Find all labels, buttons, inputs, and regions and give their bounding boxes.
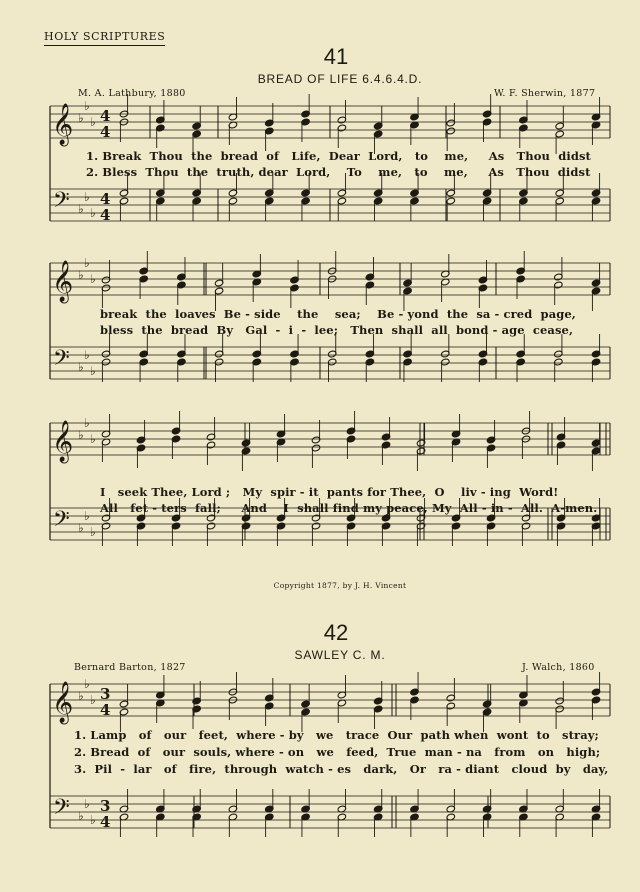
flat-sign: ♭ — [84, 677, 90, 691]
hymn-title: SAWLEY C. M. — [294, 648, 386, 662]
flat-sign: ♭ — [90, 364, 96, 378]
lyric-line: 1. Lamp of our feet, where - by we trace Our path when wont to stray; — [74, 728, 599, 742]
hymn-composer: J. Walch, 1860 — [522, 662, 595, 673]
lyric-line: I seek Thee, Lord ; My spir - it pants for Thee, O liv - ing Word! — [100, 485, 559, 499]
flat-sign: ♭ — [90, 432, 96, 446]
flat-sign: ♭ — [78, 689, 84, 703]
bass-clef: 𝄢 — [53, 346, 70, 376]
flat-sign: ♭ — [78, 428, 84, 442]
hymn-number: 41 — [323, 44, 349, 69]
flat-sign: ♭ — [84, 348, 90, 362]
time-signature: 4 — [100, 107, 111, 125]
time-signature: 4 — [100, 123, 111, 141]
time-signature: 4 — [100, 206, 111, 224]
flat-sign: ♭ — [78, 268, 84, 282]
flat-sign: ♭ — [84, 190, 90, 204]
time-signature: 4 — [100, 701, 111, 719]
bass-clef: 𝄢 — [53, 188, 70, 218]
flat-sign: ♭ — [84, 416, 90, 430]
flat-sign: ♭ — [84, 99, 90, 113]
lyric-line: 2. Bread of our souls, where - on we feed, True man - na from on high; — [74, 745, 601, 759]
treble-clef: 𝄞 — [52, 104, 74, 145]
flat-sign: ♭ — [78, 809, 84, 823]
flat-sign: ♭ — [90, 272, 96, 286]
flat-sign: ♭ — [90, 813, 96, 827]
hymn-composer: W. F. Sherwin, 1877 — [494, 88, 596, 99]
flat-sign: ♭ — [84, 797, 90, 811]
flat-sign: ♭ — [78, 521, 84, 535]
time-signature: 3 — [100, 797, 111, 815]
treble-clef: 𝄞 — [52, 421, 74, 462]
flat-sign: ♭ — [84, 509, 90, 523]
page-header: HOLY SCRIPTURES — [44, 30, 165, 46]
lyric-line: All fet - ters fall; And I shall find my peace, My All - in - All. A-men. — [100, 501, 598, 515]
treble-clef: 𝄞 — [52, 682, 74, 723]
time-signature: 4 — [100, 190, 111, 208]
lyric-line: 2. Bless Thou the truth, dear Lord, To me, to me, As Thou didst — [86, 165, 591, 179]
flat-sign: ♭ — [90, 206, 96, 220]
time-signature: 3 — [100, 685, 111, 703]
lyric-line: 1. Break Thou the bread of Life, Dear Lord, to me, As Thou didst — [86, 149, 591, 163]
hymn-author: Bernard Barton, 1827 — [74, 662, 186, 673]
bass-clef: 𝄢 — [53, 795, 70, 825]
time-signature: 4 — [100, 813, 111, 831]
hymn-title: BREAD OF LIFE 6.4.6.4.D. — [257, 72, 423, 86]
treble-clef: 𝄞 — [52, 261, 74, 302]
flat-sign: ♭ — [84, 256, 90, 270]
flat-sign: ♭ — [90, 525, 96, 539]
flat-sign: ♭ — [78, 111, 84, 125]
flat-sign: ♭ — [78, 202, 84, 216]
flat-sign: ♭ — [90, 115, 96, 129]
copyright-notice: Copyright 1877, by J. H. Vincent — [273, 581, 407, 590]
hymn-number: 42 — [323, 620, 349, 645]
bass-clef: 𝄢 — [53, 507, 70, 537]
flat-sign: ♭ — [90, 693, 96, 707]
lyric-line: bless the bread By Gal - i - lee; Then shall all bond - age cease, — [100, 323, 574, 337]
hymn-author: M. A. Lathbury, 1880 — [78, 88, 186, 99]
lyric-line: break the loaves Be - side the sea; Be - yond the sa - cred page, — [100, 307, 576, 321]
flat-sign: ♭ — [78, 360, 84, 374]
lyric-line: 3. Pil - lar of fire, through watch - es dark, Or ra - diant cloud by day, — [74, 762, 609, 776]
